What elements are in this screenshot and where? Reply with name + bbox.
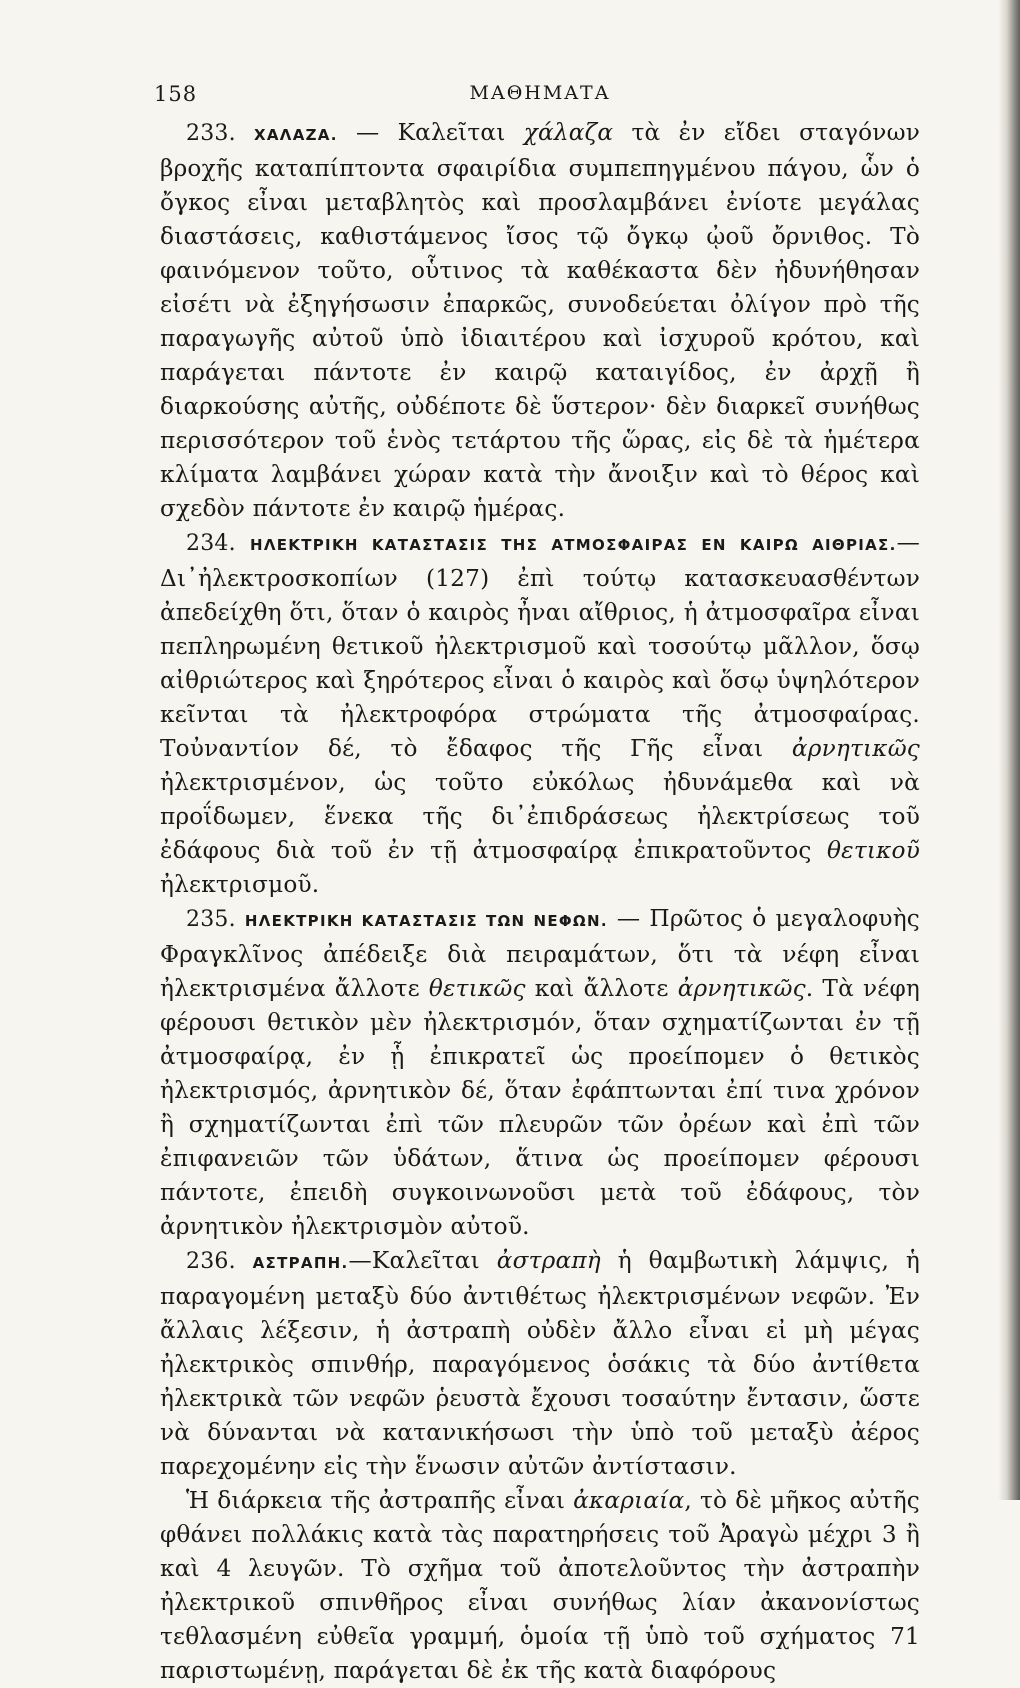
section-235 [160,902,920,1244]
section-text: . Τὰ νέφη φέρουσι θετικὸν μὲν ἠλεκτρισμόν, ὅταν σχηματίζωνται ἐν τῇ ἀτμοσφαίρᾳ, ἐν ᾗ ἐπικρατεῖ ὡς προείπομεν ὁ θετικὸς ἠλεκτρισμός, ἀρνητικὸν δέ, ὅταν ἐφάπτωνται ἐπί τινα χρόνον ἢ σχηματίζωνται ἐπὶ τῶν πλευρῶν τῶν ὀρέων καὶ ἐπὶ τῶν ἐπιφανειῶν τῶν ὑδάτων, ἅτινα ὡς προείπομεν φέρουσι πάντοτε, ἐπειδὴ συγκοινωνοῦσι μετὰ τοῦ ἐδάφους, τὸν ἀρνητικὸν ἠλεκτρισμὸν αὐτοῦ. [160,975,921,1240]
paragraph-text: , τὸ δὲ μῆκος αὐτῆς φθάνει πολλάκις κατὰ τὰς παρατηρήσεις τοῦ Ἀραγὼ μέχρι 3 ἢ καὶ 4 λευγῶν. Τὸ σχῆμα τοῦ ἀποτελοῦντος τὴν ἀστραπὴν ἠλεκτρικοῦ σπινθῆρος εἶναι συνήθως λίαν ἀκανονίστως τεθλασμένη εὐθεῖα γραμμή, ὁμοία τῇ ὑπὸ τοῦ σχήματος 71 παριστωμένῃ, παράγεται δὲ ἐκ τῆς κατὰ διαφόρους [160,1487,920,1684]
section-text: καὶ ἄλλοτε [525,975,678,1002]
emphasis-term: ἀρνητικῶς [677,975,806,1002]
emphasis-term: θετικοῦ [827,837,920,864]
section-number: 236. [186,1249,236,1274]
emphasis-term: χάλαζα [523,119,614,146]
section-title: ΗΛΕΚΤΡΙΚΗ ΚΑΤΑΣΤΑΣΙΣ ΤΗΣ ΑΤΜΟΣΦΑΙΡΑΣ ΕΝ ΚΑΙΡΩ ΑΙΘΡΙΑΣ. [250,536,897,554]
running-head [154,78,920,108]
section-title: ΧΑΛΑΖΑ. [254,126,338,144]
section-number: 235. [186,907,236,932]
book-page [154,78,921,1688]
section-233 [160,116,920,526]
section-text: ἡ θαμβωτικὴ λάμψις, ἡ παραγομένη μεταξὺ δύο ἀντιθέτως ἠλεκτρισμένων νεφῶν. Ἐν ἄλλαις λέξεσιν, ἡ ἀστραπὴ οὐδὲν ἄλλο εἶναι εἰ μὴ μέγας ἠλεκτρικὸς σπινθήρ, παραγόμενος ὁσάκις τὰ δύο ἀντίθετα ἠλεκτρικὰ τῶν νεφῶν ῥευστὰ ἔχουσι τοσαύτην ἔντασιν, ὥστε νὰ δύνανται νὰ κατανικήσωσι τὴν ὑπὸ τοῦ μεταξὺ ἀέρος παρεχομένην εἰς τὴν ἕνωσιν αὐτῶν ἀντίστασιν. [160,1247,921,1480]
section-text: ἠλεκτρισμοῦ. [160,871,320,898]
paragraph-text: Ἡ διάρκεια τῆς ἀστραπῆς εἶναι [186,1487,574,1514]
emphasis-term: ἀρνητικῶς [791,735,920,762]
page-number: 158 [154,82,198,106]
section-text: — Πρῶτος ὁ μεγαλοφυὴς Φραγκλῖνος ἀπέδειξε διὰ πειραμάτων, ὅτι τὰ νέφη εἶναι ἠλεκτρισμένα ἄλλοτε [160,905,920,1002]
section-title: ΑΣΤΡΑΠΗ. [252,1254,349,1272]
section-236 [160,1244,920,1484]
emphasis-term: ἀκαριαία [573,1487,685,1514]
running-title: ΜΑΘΗΜΑΤΑ [469,82,611,104]
section-text: ἠλεκτρισμένον, ὡς τοῦτο εὐκόλως ἠδυνάμεθα καὶ νὰ προΐδωμεν, ἕνεκα τῆς δι᾽ἐπιδράσεως ἠλεκτρίσεως τοῦ ἐδάφους διὰ τοῦ ἐν τῇ ἀτμοσφαίρᾳ ἐπικρατοῦντος [160,769,920,864]
section-234 [160,526,920,902]
section-text: —Δι᾽ἠλεκτροσκοπίων (127) ἐπὶ τούτῳ κατασκευασθέντων ἀπεδείχθη ὅτι, ὅταν ὁ καιρὸς ἦναι αἴθριος, ἡ ἀτμοσφαῖρα εἶναι πεπληρωμένη θετικοῦ ἠλεκτρισμοῦ καὶ τοσούτῳ μᾶλλον, ὅσῳ αἰθριώτερος καὶ ξηρότερος εἶναι ὁ καιρὸς καὶ ὅσῳ ὑψηλότερον κεῖνται τὰ ἠλεκτροφόρα στρώματα τῆς ἀτμοσφαίρας. Τοὐναντίον δέ, τὸ ἔδαφος τῆς Γῆς εἶναι [160,529,920,762]
section-title: ΗΛΕΚΤΡΙΚΗ ΚΑΤΑΣΤΑΣΙΣ ΤΩΝ ΝΕΦΩΝ. [244,912,608,930]
emphasis-term: θετικῶς [428,975,526,1002]
section-text: —Καλεῖται [348,1247,497,1274]
section-text: — Καλεῖται [337,119,524,146]
book-spine-edge [998,0,1020,1500]
section-number: 234. [186,531,236,556]
section-number: 233. [186,121,236,146]
closing-paragraph [160,1484,920,1688]
section-text: τὰ ἐν εἴδει σταγόνων βροχῆς καταπίπτοντα σφαιρίδια συμπεπηγμένου πάγου, ὧν ὁ ὄγκος εἶναι μεταβλητὸς καὶ προσλαμβάνει ἐνίοτε μεγάλας διαστάσεις, καθιστάμενος ἴσος τῷ ὄγκῳ ᾠοῦ ὄρνιθος. Τὸ φαινόμενον τοῦτο, οὗτινος τὰ καθέκαστα δὲν ἠδυνήθησαν εἰσέτι νὰ ἐξηγήσωσιν ἐπαρκῶς, συνοδεύεται ὀλίγον πρὸ τῆς παραγωγῆς αὐτοῦ ὑπὸ ἰδιαιτέρου καὶ ἰσχυροῦ κρότου, καὶ παράγεται πάντοτε ἐν καιρῷ καταιγίδος, ἐν ἀρχῇ ἢ διαρκούσης αὐτῆς, οὐδέποτε δὲ ὕστερον· δὲν διαρκεῖ συνήθως περισσότερον τοῦ ἑνὸς τετάρτου τῆς ὥρας, εἰς δὲ τὰ ἡμέτερα κλίματα λαμβάνει χώραν κατὰ τὴν ἄνοιξιν καὶ τὸ θέρος καὶ σχεδὸν πάντοτε ἐν καιρῷ ἡμέρας. [160,119,921,522]
emphasis-term: ἀστραπὴ [496,1247,601,1274]
